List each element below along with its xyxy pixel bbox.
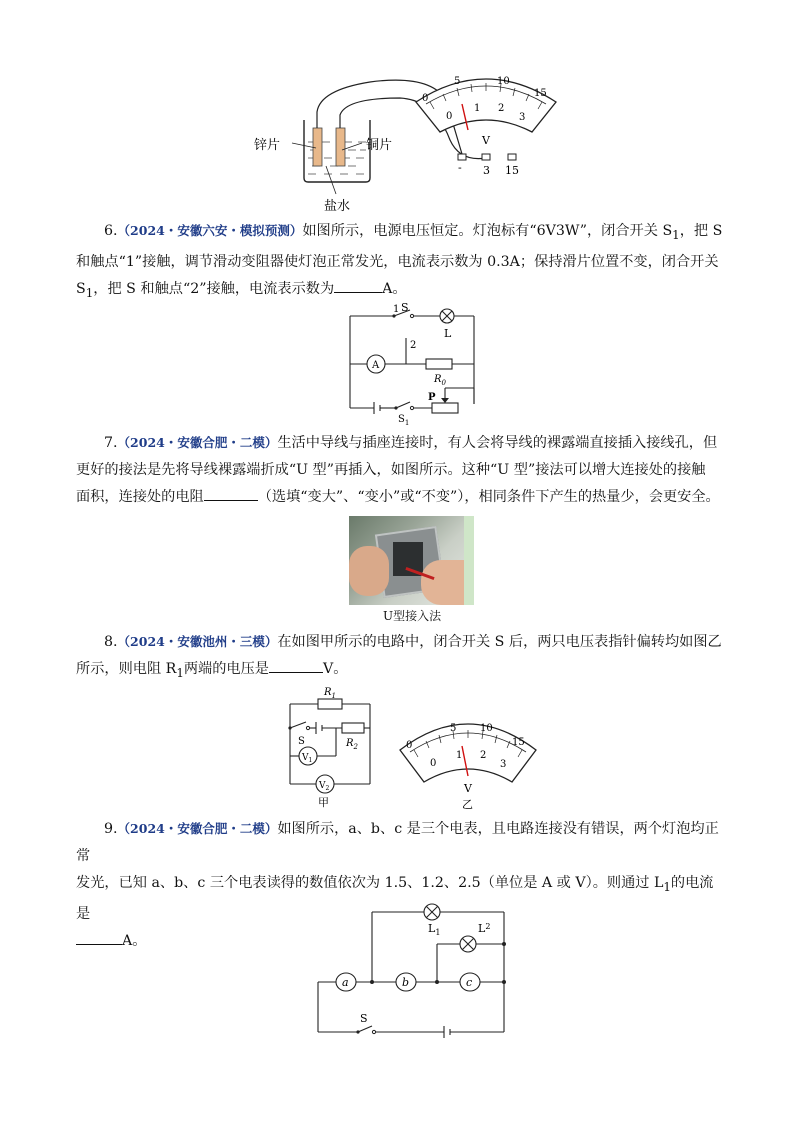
figure-saltwater-battery bbox=[250, 70, 570, 215]
q8-r1: $R_1$ bbox=[324, 687, 336, 700]
q6-r0: $R_0$ bbox=[434, 374, 446, 387]
meter-tick-5: 5 bbox=[454, 76, 461, 87]
q6-line1-sub: 1 bbox=[672, 227, 680, 242]
meter-tick-2: 2 bbox=[498, 103, 505, 114]
q6-switch-s: S bbox=[401, 301, 409, 314]
q9-answer-blank[interactable] bbox=[76, 928, 122, 945]
q7-line3a: 面积，连接处的电阻 bbox=[76, 489, 204, 505]
q8-meter-tick-0-top: 0 bbox=[406, 740, 413, 751]
q9-l2: $L^2$ bbox=[478, 922, 491, 935]
q8-r2: $R_2$ bbox=[346, 738, 358, 751]
q8-meter-tick-5: 5 bbox=[450, 723, 457, 734]
q6-line3-s: S bbox=[76, 280, 86, 297]
q8-meter-tick-2: 2 bbox=[480, 750, 487, 761]
q9-number: 9. bbox=[104, 821, 118, 837]
q9-line3: A。 bbox=[122, 932, 147, 949]
meter-tick-0: 0 bbox=[446, 111, 453, 122]
terminal-15: 15 bbox=[505, 164, 519, 177]
meter-unit: V bbox=[482, 134, 490, 147]
q6-line1-tail: ，把 S bbox=[679, 223, 723, 239]
q6-line2: 和触点“1”接触，调节滑动变阻器使灯泡正常发光，电流表示数为 0.3A；保持滑片位置不变，闭合开关 bbox=[76, 253, 719, 270]
q8-line2-tail: V。 bbox=[323, 661, 348, 677]
figure-q6-circuit bbox=[340, 300, 480, 425]
q6-line3: ，把 S 和触点“2”接触，电流表示数为 bbox=[93, 280, 335, 297]
meter-tick-15: 15 bbox=[534, 88, 547, 99]
q6-answer-blank[interactable] bbox=[334, 276, 382, 293]
question-8 bbox=[76, 628, 724, 687]
zinc-plate-label: 锌片 bbox=[254, 138, 281, 153]
q8-line1: 在如图甲所示的电路中，闭合开关 S 后，两只电压表指针偏转均如图乙 bbox=[277, 634, 722, 650]
figure-q9-circuit bbox=[310, 898, 520, 1038]
terminal-3: 3 bbox=[483, 164, 490, 177]
meter-tick-0-top: 0 bbox=[422, 93, 429, 104]
q7-number: 7. bbox=[104, 435, 118, 451]
q8-line2-sub: 1 bbox=[176, 665, 184, 680]
q6-line3-sub: 1 bbox=[85, 285, 94, 300]
q8-answer-blank[interactable] bbox=[269, 656, 323, 673]
q8-meter-tick-15: 15 bbox=[512, 737, 525, 748]
q8-meter-tick-10: 10 bbox=[480, 723, 493, 734]
q9-source: （2024・安徽合肥・二模） bbox=[117, 821, 278, 836]
photo-edge bbox=[464, 516, 474, 605]
q7-answer-blank[interactable] bbox=[204, 484, 258, 501]
question-6 bbox=[76, 217, 724, 307]
q8-source: （2024・安徽池州・三模） bbox=[117, 634, 278, 649]
photo-caption: U型接入法 bbox=[383, 609, 442, 623]
q7-line2: 更好的接法是先将导线裸露端折成“U 型”再插入，如图所示。这种“U 型”接法可以增大连接处的接触 bbox=[76, 462, 706, 478]
figure-q8-voltmeter-yi bbox=[396, 710, 544, 810]
socket-photo bbox=[349, 516, 474, 605]
q8-number: 8. bbox=[104, 634, 118, 650]
q9-meter-c: c bbox=[466, 976, 473, 989]
figure-q8-circuit-jia bbox=[280, 684, 380, 809]
q6-lamp-l: L bbox=[444, 327, 452, 340]
q6-ammeter-a: A bbox=[372, 360, 380, 371]
terminal-minus: - bbox=[458, 161, 462, 174]
q9-line2-tail: 的电流是 bbox=[76, 875, 714, 922]
meter-tick-10: 10 bbox=[497, 76, 510, 87]
q7-line1: 生活中导线与插座连接时，有人会将导线的裸露端直接插入接线孔，但 bbox=[277, 435, 718, 451]
q8-label-yi: 乙 bbox=[462, 798, 473, 810]
q7-source: （2024・安徽合肥・二模） bbox=[117, 435, 278, 450]
q6-line3-tail: A。 bbox=[382, 280, 407, 297]
q8-v1: $V_1$ bbox=[302, 753, 313, 764]
q9-line1: 如图所示，a、b、c 是三个电表，且电路连接没有错误，两个灯泡均正常 bbox=[76, 821, 719, 864]
q6-s1: $S_1$ bbox=[398, 414, 410, 425]
saltwater-label: 盐水 bbox=[324, 199, 351, 214]
meter-tick-3: 3 bbox=[519, 112, 526, 123]
q6-contact-1: 1 bbox=[393, 304, 400, 315]
copper-plate-label: 铜片 bbox=[366, 138, 393, 153]
left-hand bbox=[349, 546, 389, 596]
meter-tick-1: 1 bbox=[474, 103, 481, 114]
question-7 bbox=[76, 429, 724, 511]
q8-line2a: 所示，则电阻 R bbox=[76, 661, 177, 677]
q8-meter-tick-3: 3 bbox=[500, 759, 507, 770]
q9-line2-sub: 1 bbox=[663, 879, 671, 894]
q9-meter-b: b bbox=[402, 976, 410, 989]
q6-number: 6. bbox=[104, 223, 118, 239]
q8-line2b: 两端的电压是 bbox=[183, 661, 269, 677]
q8-meter-unit: V bbox=[464, 782, 472, 795]
q9-meter-a: a bbox=[342, 976, 349, 989]
q9-l1: $L_1$ bbox=[428, 922, 441, 937]
q8-meter-tick-1: 1 bbox=[456, 750, 463, 761]
q8-v2: $V_2$ bbox=[319, 781, 330, 792]
q7-line3b: （选填“变大”、“变小”或“不变”），相同条件下产生的热量少，会更安全。 bbox=[257, 489, 720, 505]
q6-contact-2: 2 bbox=[410, 340, 417, 351]
q9-switch-s: S bbox=[360, 1012, 368, 1025]
q6-source: （2024・安徽六安・模拟预测） bbox=[117, 223, 303, 238]
q8-label-jia: 甲 bbox=[318, 796, 329, 809]
q6-line1: 如图所示，电源电压恒定。灯泡标有“6V3W”，闭合开关 S bbox=[302, 223, 673, 239]
q8-meter-tick-0: 0 bbox=[430, 758, 437, 769]
q8-switch-s: S bbox=[298, 736, 305, 747]
q9-line2: 发光，已知 a、b、c 三个电表读得的数值依次为 1.5、1.2、2.5（单位是 A 或 V）。则通过 L bbox=[76, 875, 664, 891]
q6-slider-p: P bbox=[428, 392, 436, 403]
